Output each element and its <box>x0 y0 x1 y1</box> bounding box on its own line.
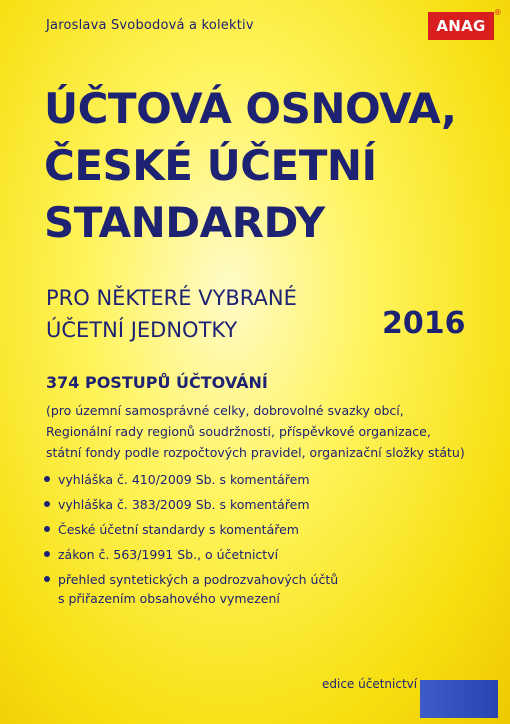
publisher-name: ANAG <box>436 17 486 35</box>
book-subtitle <box>46 282 297 346</box>
contents-list <box>44 470 484 614</box>
title-line: ČESKÉ ÚČETNÍ <box>44 141 377 190</box>
list-item-text: přehled syntetických a podrozvahových účtů <box>58 572 339 587</box>
author: Jaroslava Svobodová a kolektiv <box>46 18 254 33</box>
bullet-icon <box>44 551 50 557</box>
edition-year: 2016 <box>382 306 466 341</box>
list-item-text: zákon č. 563/1991 Sb., o účetnictví <box>58 547 279 562</box>
bullet-icon <box>44 476 50 482</box>
title-line: ÚČTOVÁ OSNOVA, <box>44 84 457 133</box>
list-item <box>44 545 484 564</box>
book-title <box>44 80 474 251</box>
bullet-icon <box>44 576 50 582</box>
postupy-heading: 374 POSTUPŮ ÚČTOVÁNÍ <box>46 373 268 392</box>
list-item-text: České účetní standardy s komentářem <box>58 522 299 537</box>
scope-description <box>46 400 486 463</box>
bullet-icon <box>44 526 50 532</box>
edition-color-bar <box>420 680 498 718</box>
subtitle-line: ÚČETNÍ JEDNOTKY <box>46 318 238 342</box>
list-item <box>44 570 484 608</box>
list-item <box>44 495 484 514</box>
edition-label: edice účetnictví <box>322 677 418 691</box>
list-item <box>44 470 484 489</box>
publisher-logo <box>428 8 502 40</box>
bullet-icon <box>44 501 50 507</box>
list-item-text: vyhláška č. 410/2009 Sb. s komentářem <box>58 472 310 487</box>
list-item-text: s přiřazením obsahového vymezení <box>58 591 280 606</box>
scope-line: státní fondy podle rozpočtových pravidel, organizační složky státu) <box>46 445 465 460</box>
scope-line: (pro územní samosprávné celky, dobrovolné svazky obcí, <box>46 403 404 418</box>
title-line: STANDARDY <box>44 198 325 247</box>
list-item-text: vyhláška č. 383/2009 Sb. s komentářem <box>58 497 310 512</box>
scope-line: Regionální rady regionů soudržnosti, příspěvkové organizace, <box>46 424 431 439</box>
list-item <box>44 520 484 539</box>
registered-mark: ® <box>493 8 502 17</box>
subtitle-line: PRO NĚKTERÉ VYBRANÉ <box>46 286 297 310</box>
